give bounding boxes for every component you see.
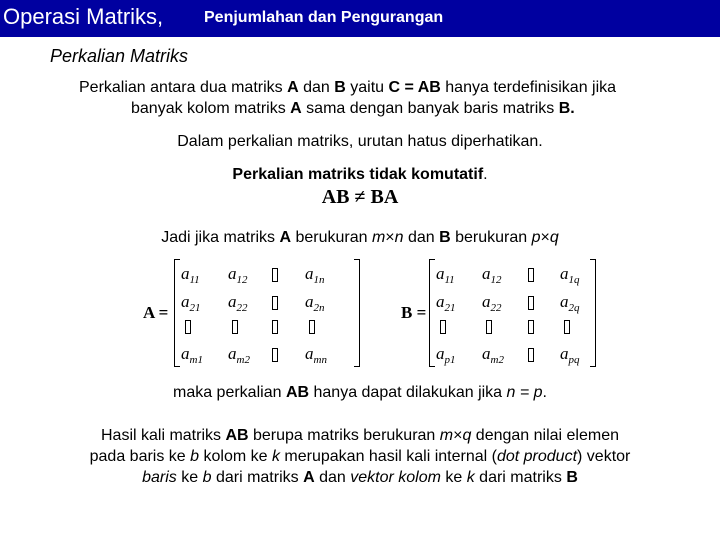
matrix-a-element: $a_{m2}$ [228, 344, 250, 366]
section-heading: Perkalian Matriks [50, 46, 189, 66]
matrix-a-ellipsis-icon [232, 320, 238, 334]
inequality: AB ≠ BA [321, 186, 399, 208]
matrix-b-label: B = [401, 303, 427, 322]
matrix-a-ellipsis-icon [309, 320, 315, 334]
para6-line2: pada baris ke b kolom ke k merupakan hasil kali internal (dot product) vektor [89, 448, 631, 465]
matrix-b-right-bracket [590, 259, 596, 367]
matrix-a-right-bracket [354, 259, 360, 367]
matrix-b-element: $a_{m2}$ [482, 344, 504, 366]
matrix-a-ellipsis-icon [272, 348, 278, 362]
matrix-a-left-bracket [174, 259, 180, 367]
matrix-b-element: $a_{22}$ [482, 292, 502, 314]
para6-line3: baris ke b dari matriks A dan vektor kolom ke k dari matriks B [142, 469, 578, 486]
matrix-a-element: $a_{mn}$ [305, 344, 327, 366]
para1-line2: banyak kolom matriks A sama dengan banyak baris matriks B. [131, 100, 575, 117]
matrix-b-ellipsis-icon [528, 348, 534, 362]
matrix-b-element: $a_{12}$ [482, 264, 502, 286]
matrix-a-element: $a_{21}$ [181, 292, 201, 314]
matrix-a-ellipsis-icon [272, 320, 278, 334]
matrix-b-ellipsis-icon [528, 296, 534, 310]
matrix-a-ellipsis-icon [185, 320, 191, 334]
matrix-a-ellipsis-icon [272, 296, 278, 310]
title-main: Operasi Matriks, [3, 4, 164, 29]
matrix-a-element: $a_{2n}$ [305, 292, 325, 314]
matrix-b-element: $a_{21}$ [436, 292, 456, 314]
matrix-a-element: $a_{1n}$ [305, 264, 325, 286]
matrix-b-element: $a_{1q}$ [560, 264, 580, 286]
matrix-b-left-bracket [429, 259, 435, 367]
matrix-b-ellipsis-icon [486, 320, 492, 334]
title-sub: Penjumlahan dan Pengurangan [204, 9, 444, 26]
matrix-a-element: $a_{22}$ [228, 292, 248, 314]
matrix-b-ellipsis-icon [528, 268, 534, 282]
matrix-b-element: $a_{pq}$ [560, 344, 580, 366]
matrix-b-element: $a_{2q}$ [560, 292, 580, 314]
matrix-b-element: $a_{11}$ [436, 264, 455, 286]
title-bar [0, 0, 720, 37]
matrix-b-ellipsis-icon [528, 320, 534, 334]
para1-line1: Perkalian antara dua matriks A dan B yaitu C = AB hanya terdefinisikan jika [79, 79, 617, 96]
para2: Dalam perkalian matriks, urutan hatus diperhatikan. [177, 133, 543, 150]
matrix-a-label: A = [143, 303, 169, 322]
para4: Jadi jika matriks A berukuran m×n dan B berukuran p×q [161, 229, 559, 246]
para3: Perkalian matriks tidak komutatif. [232, 166, 488, 183]
matrix-a-element: $a_{m1}$ [181, 344, 203, 366]
matrix-a-element: $a_{11}$ [181, 264, 200, 286]
matrix-b-ellipsis-icon [440, 320, 446, 334]
para5: maka perkalian AB hanya dapat dilakukan jika n = p. [172, 384, 547, 401]
matrix-a-element: $a_{12}$ [228, 264, 248, 286]
para6-line1: Hasil kali matriks AB berupa matriks berukuran m×q dengan nilai elemen [100, 427, 620, 444]
matrix-b-ellipsis-icon [564, 320, 570, 334]
matrix-b-element: $a_{p1}$ [436, 344, 456, 366]
matrix-a-ellipsis-icon [272, 268, 278, 282]
